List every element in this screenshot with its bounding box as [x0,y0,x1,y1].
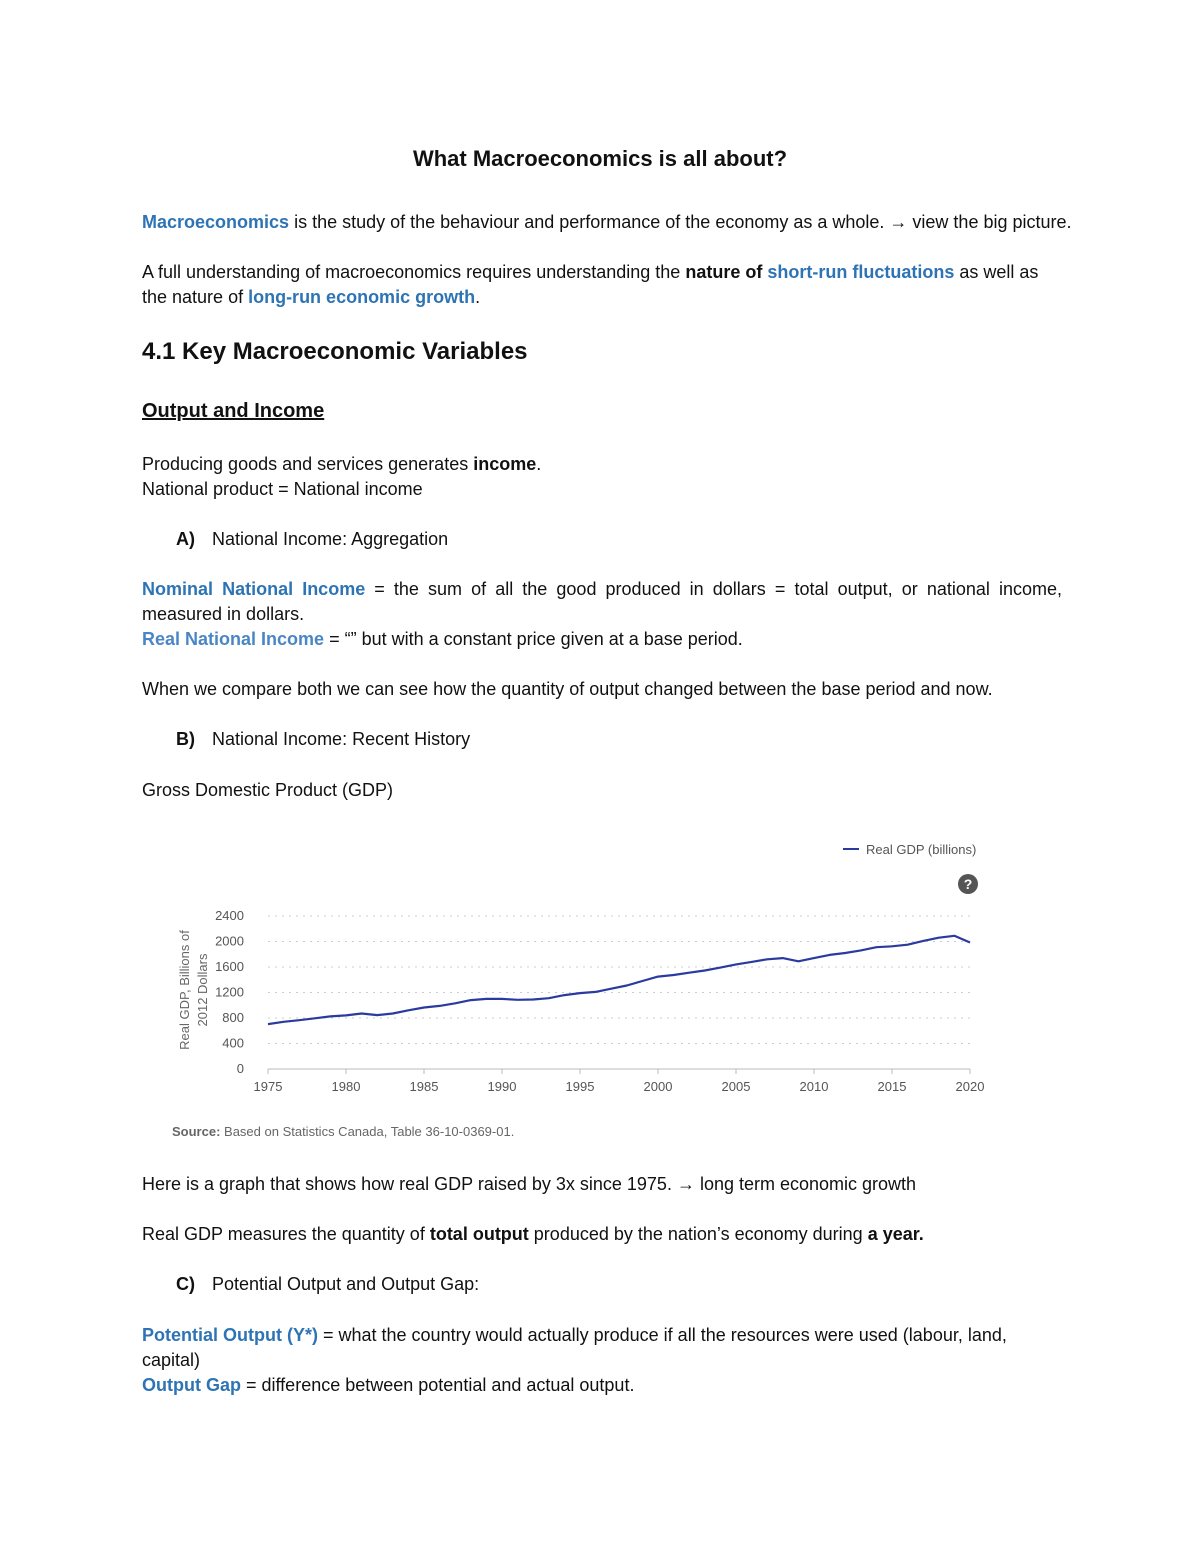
list-text-c: Potential Output and Output Gap: [212,1274,480,1294]
y-axis-title-line-2: 2012 Dollars [195,953,210,1027]
source-text: Based on Statistics Canada, Table 36-10-0369-01. [220,1124,515,1139]
term-output-gap: Output Gap [142,1375,241,1395]
list-text-a: National Income: Aggregation [212,529,449,549]
chart-x-ticks [254,1069,985,1094]
list-label-b: B) [176,729,195,749]
list-label-c: C) [176,1274,195,1294]
y-axis-title-line-1: Real GDP, Billions of [177,930,192,1050]
gdp-chart [160,830,1000,1150]
chart-grid [268,916,970,1069]
p3-text: Producing goods and services generates [142,454,474,474]
intro-paragraph-2 [142,260,1062,310]
intro-paragraph-1 [142,210,1072,235]
x-tick-label: 2005 [721,1079,751,1094]
arrow-right-icon: → [676,1174,695,1194]
paragraph-potential-output [142,1323,1062,1373]
p2-text-1: A full understanding of macroeconomics requires understanding the [142,262,686,282]
list-item-a [176,527,448,552]
arrow-right-icon: → [889,212,908,232]
x-tick-label: 2010 [799,1079,829,1094]
p12-text: = difference between potential and actual output. [240,1375,635,1395]
help-icon[interactable] [958,874,978,894]
paragraph-real-gdp [142,1222,1062,1247]
p2-text-3: as well as the nature of [142,262,1039,307]
term-nominal-national-income: Nominal National Income [142,579,366,599]
p2-bold-nature: nature of [685,262,763,282]
paragraph-output-gap [142,1373,1062,1398]
paragraph-gdp: Gross Domestic Product (GDP) [142,780,394,800]
intro-tail: view the big picture. [907,212,1072,232]
chart-y-axis-title [177,930,210,1050]
section-heading: 4.1 Key Macroeconomic Variables [142,338,528,365]
series-line-real-gdp [268,936,970,1024]
x-tick-label: 1980 [331,1079,361,1094]
paragraph-nominal-income [142,577,1062,627]
p6-text: = “” but with a constant price given at a base period. [324,629,743,649]
chart-y-ticks [215,908,244,1076]
help-icon-glyph: ? [963,876,973,892]
chart-legend [843,842,976,857]
gdp-chart-svg [160,830,1000,1150]
page-title: What Macroeconomics is all about? [412,146,788,171]
paragraph-income [142,452,1062,477]
y-tick-label: 400 [222,1035,244,1051]
x-tick-label: 2000 [643,1079,673,1094]
y-tick-label: 800 [222,1010,244,1025]
term-real-national-income: Real National Income [142,629,325,649]
p9-text: Here is a graph that shows how real GDP raised by 3x since 1975. [142,1174,677,1194]
y-tick-label: 1200 [215,984,244,1000]
legend-label: Real GDP (billions) [866,842,977,857]
p10-bold-total-output: total output [429,1224,529,1244]
p10-bold-year: a year. [867,1224,924,1244]
x-tick-label: 1995 [565,1079,595,1094]
intro-text: is the study of the behaviour and performance of the economy as a whole. [289,212,890,232]
y-tick-label: 2400 [215,908,244,923]
y-tick-label: 1600 [215,959,244,974]
paragraph-graph-note [142,1172,1062,1197]
x-tick-label: 1985 [409,1079,439,1094]
term-long-run-growth: long-run economic growth [248,287,476,307]
x-tick-label: 2015 [877,1079,907,1094]
source-label: Source: [172,1124,221,1139]
p3-bold-income: income [473,454,537,474]
p5-text: = the sum of all the good produced in dollars = total output, or national income, measured in dollars. [142,579,1062,624]
paragraph-national-product: National product = National income [142,479,423,499]
p10-text-2: produced by the nation’s economy during [528,1224,868,1244]
subsection-heading: Output and Income [142,400,325,422]
p10-text-1: Real GDP measures the quantity of [142,1224,430,1244]
p11-text: = what the country would actually produce if all the resources were used (labour, land, capital) [142,1325,1007,1370]
x-tick-label: 1990 [487,1079,517,1094]
list-item-b [176,727,470,752]
term-potential-output: Potential Output (Y*) [142,1325,318,1345]
y-tick-label: 0 [236,1061,244,1076]
x-tick-label: 1975 [253,1079,283,1094]
paragraph-real-income [142,627,1062,652]
term-macroeconomics: Macroeconomics [142,212,290,232]
term-short-run-fluctuations: short-run fluctuations [767,262,955,282]
p9-tail: long term economic growth [694,1174,917,1194]
paragraph-compare: When we compare both we can see how the quantity of output changed between the base period and now. [142,679,993,699]
list-text-b: National Income: Recent History [212,729,471,749]
y-tick-label: 2000 [215,933,244,949]
list-item-c [176,1272,479,1297]
list-label-a: A) [176,529,195,549]
x-tick-label: 2020 [955,1079,985,1094]
p2-period: . [475,287,481,307]
p3-period: . [536,454,542,474]
chart-source [172,1124,514,1139]
